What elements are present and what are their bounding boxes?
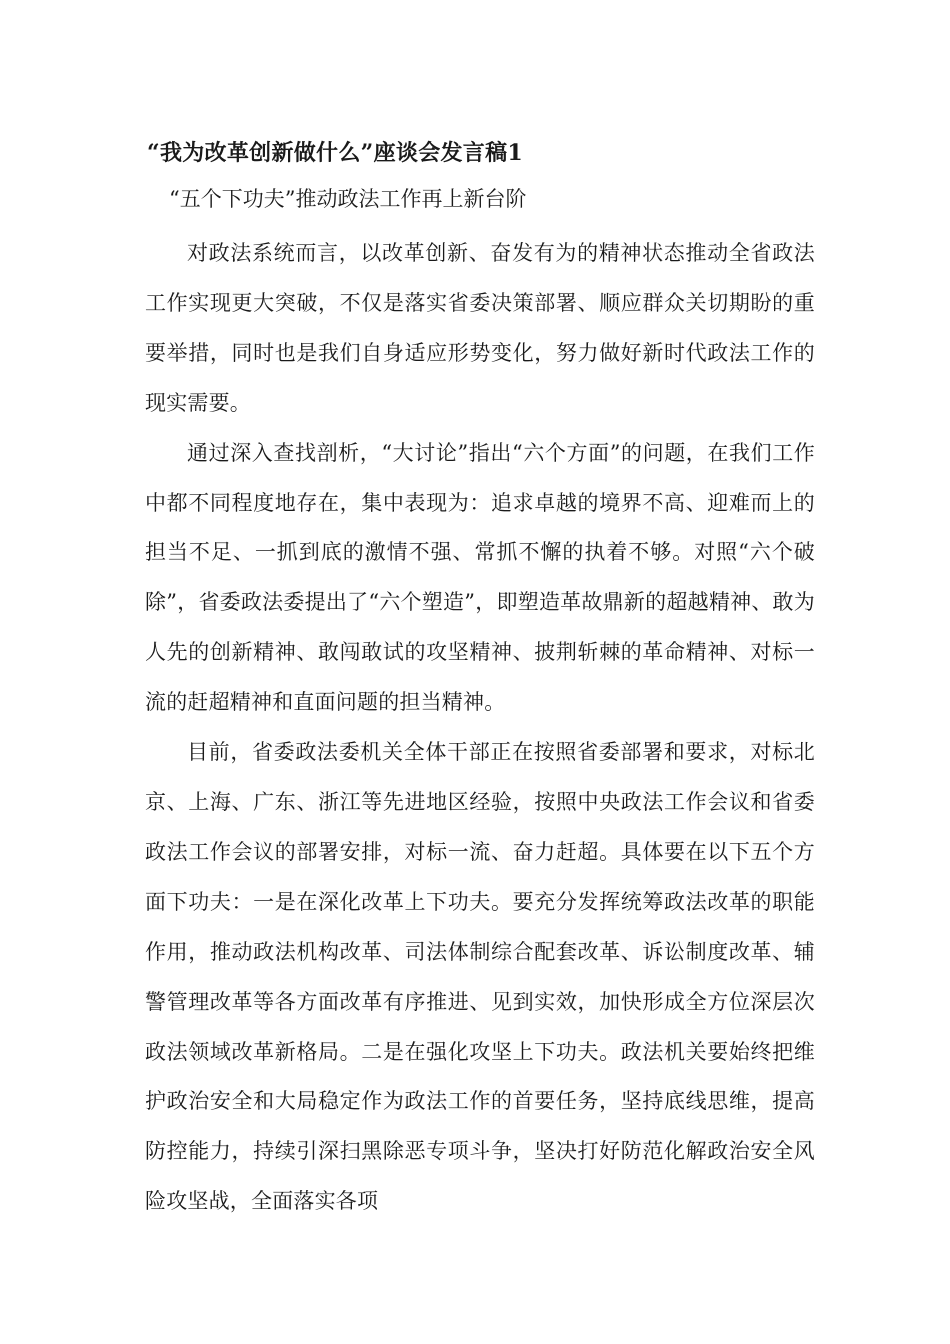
paragraph-1: 对政法系统而言，以改革创新、奋发有为的精神状态推动全省政法工作实现更大突破，不仅是落实省委决策部署、顺应群众关切期盼的重要举措，同时也是我们自身适应形势变化，努力做好新时代政法工作的现实需要。: [145, 241, 815, 415]
document-body: [145, 229, 815, 1227]
document-subtitle: “五个下功夫”推动政法工作再上新台阶: [169, 187, 527, 211]
paragraph-2: 通过深入查找剖析，“大讨论”指出“六个方面”的问题，在我们工作中都不同程度地存在，集中表现为：追求卓越的境界不高、迎难而上的担当不足、一抓到底的激情不强、常抓不懈的执着不够。对照“六个破除”，省委政法委提出了“六个塑造”，即塑造革故鼎新的超越精神、敢为人先的创新精神、敢闯敢试的攻坚精神、披荆斩棘的革命精神、对标一流的赶超精神和直面问题的担当精神。: [145, 440, 815, 715]
paragraph-3: 目前，省委政法委机关全体干部正在按照省委部署和要求，对标北京、上海、广东、浙江等先进地区经验，按照中央政法工作会议和省委政法工作会议的部署安排，对标一流、奋力赶超。具体要在以下五个方面下功夫：一是在深化改革上下功夫。要充分发挥统筹政法改革的职能作用，推动政法机构改革、司法体制综合配套改革、诉讼制度改革、辅警管理改革等各方面改革有序推进、见到实效，加快形成全方位深层次政法领域改革新格局。二是在强化攻坚上下功夫。政法机关要始终把维护政治安全和大局稳定作为政法工作的首要任务，坚持底线思维，提高防控能力，持续引深扫黑除恶专项斗争，坚决打好防范化解政治安全风险攻坚战，全面落实各项: [145, 740, 815, 1214]
document-title: “我为改革创新做什么”座谈会发言稿1: [147, 140, 524, 166]
